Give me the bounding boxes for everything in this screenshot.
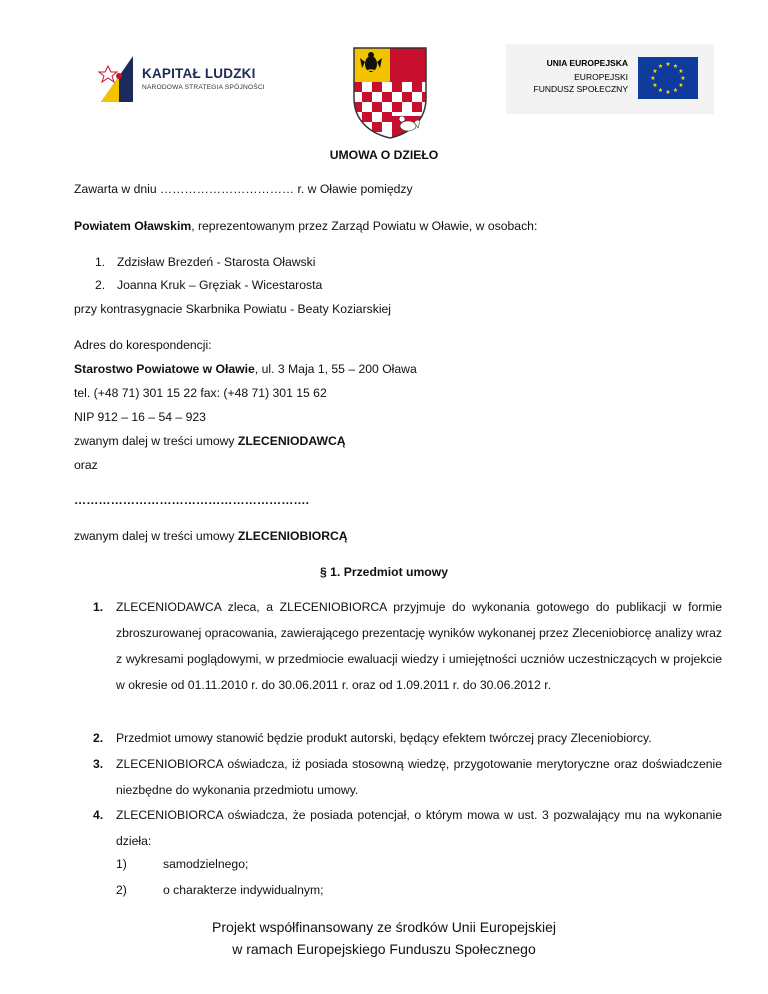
item-number: 3. bbox=[93, 757, 104, 771]
countersign-line: przy kontrasygnacie Skarbnika Powiatu - Beaty Koziarskiej bbox=[74, 302, 392, 316]
party1-name: Powiatem Oławskim bbox=[74, 219, 192, 233]
svg-text:★: ★ bbox=[652, 68, 658, 75]
item-text: ZLECENIODAWCA zleca, a ZLECENIOBIORCA przyjmuje do wykonania gotowego do publikacji w formie zbroszurowanej opracowania, zawierającego prezentację wyników wykonanej przez Zleceniobiorcę analizy wraz z wykresami poglądowymi, w przedmiocie ewaluacji wiedzy i umiejętności uczniów uczestniczących w projekcie w okresie od 01.11.2010 r. do 30.06.2011 r. oraz od 1.09.2011 r. do 30.06.2012 r. bbox=[116, 600, 722, 692]
and-line: oraz bbox=[74, 458, 98, 472]
person-text: Joanna Kruk – Gręziak - Wicestarosta bbox=[117, 278, 323, 292]
footer-line2: w ramach Europejskiego Funduszu Społecznego bbox=[232, 941, 536, 957]
svg-text:★: ★ bbox=[680, 75, 686, 82]
kapital-ludzki-title: KAPITAŁ LUDZKI bbox=[142, 66, 256, 81]
eu-flag-icon bbox=[638, 57, 698, 99]
phone-line: tel. (+48 71) 301 15 22 fax: (+48 71) 301 15 62 bbox=[74, 386, 327, 400]
subitem-text: samodzielnego; bbox=[163, 857, 249, 871]
called-prefix: zwanym dalej w treści umowy bbox=[74, 529, 238, 543]
kapital-ludzki-subtitle: NARODOWA STRATEGIA SPÓJNOŚCI bbox=[142, 84, 265, 91]
svg-text:★: ★ bbox=[672, 87, 679, 94]
powiat-olawski-crest bbox=[352, 46, 428, 140]
address-name: Starostwo Powiatowe w Oławie bbox=[74, 362, 255, 376]
subitem-text: o charakterze indywidualnym; bbox=[163, 883, 324, 897]
person-number: 1. bbox=[95, 255, 106, 269]
called-zleceniobiorca-line bbox=[74, 528, 348, 544]
subitem-number: 2) bbox=[116, 883, 127, 897]
ue-line2: EUROPEJSKI bbox=[574, 72, 628, 82]
nip-line: NIP 912 – 16 – 54 – 923 bbox=[74, 410, 206, 424]
item-text: Przedmiot umowy stanowić będzie produkt autorski, będący efektem twórczej pracy Zleceniobiorcy. bbox=[116, 731, 652, 745]
coat-of-arms-icon bbox=[352, 46, 428, 140]
svg-text:★: ★ bbox=[652, 82, 658, 89]
person-number: 2. bbox=[95, 278, 106, 292]
item-number: 4. bbox=[93, 808, 104, 822]
item-number: 2. bbox=[93, 731, 104, 745]
ue-line3: FUNDUSZ SPOŁECZNY bbox=[533, 84, 628, 94]
svg-text:★: ★ bbox=[650, 75, 656, 82]
ue-title: UNIA EUROPEJSKA bbox=[546, 58, 628, 68]
address-rest: , ul. 3 Maja 1, 55 – 200 Oława bbox=[254, 362, 417, 376]
document-title: UMOWA O DZIEŁO bbox=[329, 148, 439, 162]
eu-esf-logo bbox=[506, 44, 714, 114]
svg-text:★: ★ bbox=[657, 63, 664, 70]
address-line bbox=[74, 361, 417, 377]
party1-rest: , reprezentowanym przez Zarząd Powiatu w Oławie, w osobach: bbox=[191, 219, 538, 233]
item-text: ZLECENIOBIORCA oświadcza, że posiada potencjał, o którym mowa w ust. 3 pozwalający mu na wykonanie dzieła: bbox=[116, 808, 722, 848]
address-label: Adres do korespondencji: bbox=[74, 338, 212, 352]
kapital-ludzki-emblem-icon bbox=[95, 52, 139, 108]
role-zleceniodawca: ZLECENIODAWCĄ bbox=[237, 434, 346, 448]
svg-text:★: ★ bbox=[678, 68, 684, 75]
role-zleceniobiorca: ZLECENIOBIORCĄ bbox=[237, 529, 348, 543]
svg-text:★: ★ bbox=[665, 89, 671, 96]
kapital-ludzki-logo bbox=[95, 52, 295, 108]
svg-text:★: ★ bbox=[678, 82, 684, 89]
person-text: Zdzisław Brezdeń - Starosta Oławski bbox=[117, 255, 316, 269]
party1-line bbox=[74, 218, 537, 234]
footer-line1: Projekt współfinansowany ze środków Unii Europejskiej bbox=[212, 919, 556, 935]
concluded-line: Zawarta w dniu …………………………… r. w Oławie pomiędzy bbox=[74, 182, 413, 196]
svg-text:★: ★ bbox=[665, 61, 671, 68]
item-text: ZLECENIOBIORCA oświadcza, iż posiada stosowną wiedzę, przygotowanie merytoryczne oraz doświadczenie niezbędne do wykonania przedmiotu umowy. bbox=[116, 757, 722, 797]
svg-text:★: ★ bbox=[657, 87, 664, 94]
called-prefix: zwanym dalej w treści umowy bbox=[74, 434, 238, 448]
svg-text:★: ★ bbox=[672, 63, 679, 70]
subitem-number: 1) bbox=[116, 857, 127, 871]
item-number: 1. bbox=[93, 600, 104, 614]
blank-party-field: …………………………………………………. bbox=[74, 493, 309, 507]
called-zleceniodawca-line bbox=[74, 433, 346, 449]
section1-title: § 1. Przedmiot umowy bbox=[320, 565, 448, 579]
